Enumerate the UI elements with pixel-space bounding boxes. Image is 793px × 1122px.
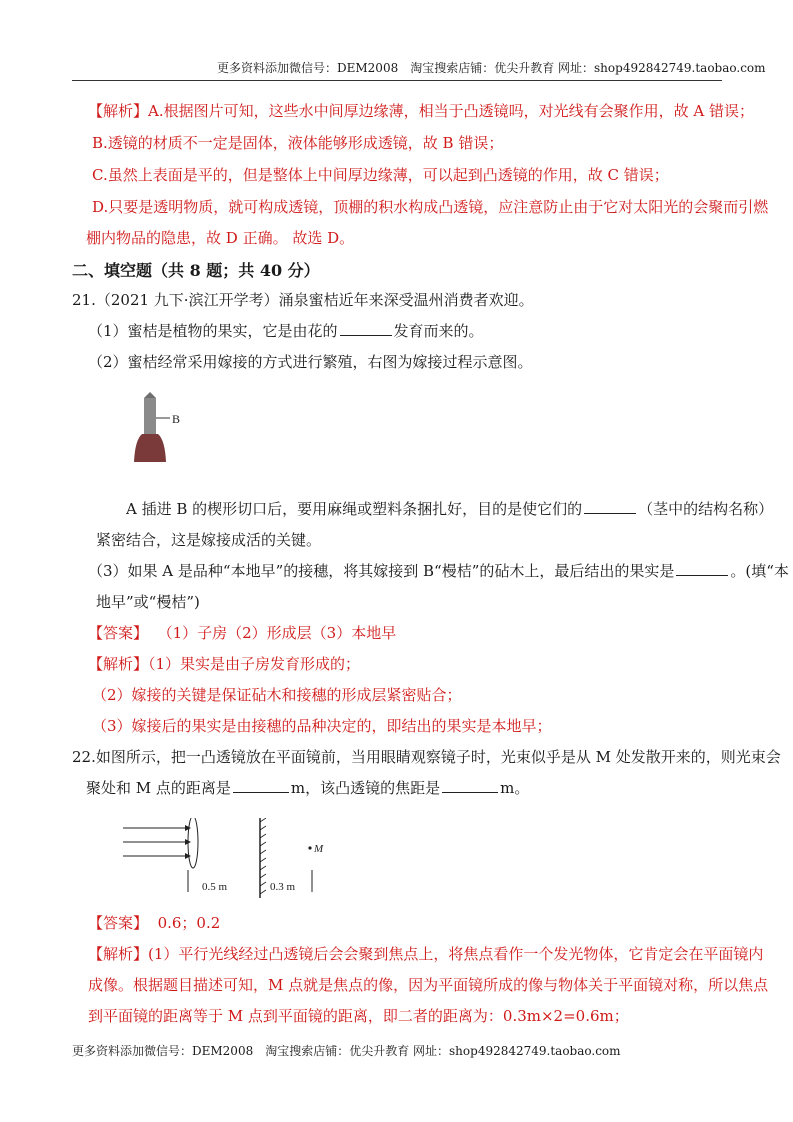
prev-analysis-c: C.虽然上表面是平的，但是整体上中间厚边缘薄，可以起到凸透镜的作用，故 C 错误； (92, 166, 669, 184)
q22-answer (88, 912, 220, 933)
answer-label: 【答案】 (88, 624, 149, 642)
prev-analysis-b: B.透镜的材质不一定是固体，液体能够形成透镜，故 B 错误； (92, 134, 504, 152)
rootstock (134, 434, 166, 462)
q22-line2 (86, 777, 529, 798)
convex-lens (188, 818, 198, 868)
q21-part1 (88, 320, 484, 341)
point-m-label: M (314, 843, 324, 855)
q21-part1-pre: （1）蜜桔是植物的果实，它是由花的 (88, 322, 338, 340)
analysis-label: 【解析】 (88, 945, 149, 963)
analysis-label: 【解析】 (88, 655, 149, 673)
lens-mirror-figure (118, 818, 328, 900)
q21-part2b (126, 498, 773, 519)
q22-stem: 22.如图所示，把一凸透镜放在平面镜前，当用眼睛观察镜子时，光束似乎是从 M 处发散开来的，则光束会 (72, 748, 781, 766)
dim-label-2: 0.3 m (270, 881, 296, 893)
section-title: 二、填空题（共 8 题；共 40 分） (72, 261, 320, 280)
q21-analysis-1 (88, 653, 360, 674)
q21-part1-post: 发育而来的。 (393, 322, 484, 340)
answer-text: （1）子房（2）形成层（3）本地早 (157, 624, 397, 642)
q22-blank-2[interactable] (442, 778, 498, 793)
label-b: B (172, 412, 181, 426)
scion-stem (144, 398, 156, 436)
page-footer: 更多资料添加微信号：DEM2008 淘宝搜索店铺：优尖升教育 网址：shop492842749.taobao.com (72, 1044, 621, 1058)
q21-blank-2[interactable] (584, 499, 636, 514)
q22-blank-1[interactable] (233, 778, 289, 793)
q21-part2b-post: （茎中的结构名称） (638, 500, 774, 518)
q21-part3-post: 。(填“本 (730, 562, 789, 580)
prev-analysis-d1: D.只要是透明物质，就可构成透镜，顶棚的积水构成凸透镜，应注意防止由于它对太阳光的会聚而引燃 (92, 198, 769, 216)
prev-analysis-a (88, 100, 754, 121)
q21-part3-pre: （3）如果 A 是品种“本地早”的接穗，将其嫁接到 B“槾桔”的砧木上，最后结出的果实是 (88, 562, 675, 580)
answer-text: 0.6；0.2 (157, 914, 221, 932)
q21-part2: （2）蜜桔经常采用嫁接的方式进行繁殖，右图为嫁接过程示意图。 (88, 353, 533, 371)
page-header: 更多资料添加微信号：DEM2008 淘宝搜索店铺：优尖升教育 网址：shop492842749.taobao.com (217, 61, 766, 75)
prev-analysis-d2: 棚内物品的隐患，故 D 正确。 故选 D。 (86, 229, 355, 247)
q21-part3 (88, 560, 789, 581)
q22-line2-pre: 聚处和 M 点的距离是 (86, 779, 231, 797)
analysis-text: （1）果实是由子房发育形成的； (148, 655, 361, 673)
q21-analysis-3: （3）嫁接后的果实是由接穗的品种决定的，即结出的果实是本地早； (92, 717, 552, 735)
q22-analysis-3: 到平面镜的距离等于 M 点到平面镜的距离，即二者的距离为：0.3m×2=0.6m； (88, 1007, 629, 1025)
q22-line2-mid: m，该凸透镜的焦距是 (290, 779, 441, 797)
q21-part3b: 地早”或“槾桔”) (96, 593, 200, 611)
q22-analysis-1 (88, 943, 763, 964)
scion-tip (144, 392, 156, 398)
q21-blank-3[interactable] (676, 561, 728, 576)
q21-stem: 21.（2021 九下·滨江开学考）涌泉蜜桔近年来深受温州消费者欢迎。 (72, 291, 534, 309)
header-rule (72, 80, 722, 81)
q21-blank-1[interactable] (340, 321, 392, 336)
q21-part2c: 紧密结合，这是嫁接成活的关键。 (96, 531, 322, 549)
mirror-hatching (260, 818, 266, 894)
q22-line2-post: m。 (500, 779, 530, 797)
analysis-text: (1）平行光线经过凸透镜后会会聚到焦点上，将焦点看作一个发光物体，它肯定会在平面镜内 (148, 945, 764, 963)
grafting-figure (132, 392, 192, 462)
analysis-text-a: A.根据图片可知，这些水中间厚边缘薄，相当于凸透镜吗，对光线有会聚作用，故 A 错误； (148, 102, 754, 120)
analysis-label: 【解析】 (88, 102, 149, 120)
q21-answer (88, 622, 396, 643)
q22-analysis-2: 成像。根据题目描述可知，M 点就是焦点的像，因为平面镜所成的像与物体关于平面镜对称，所以焦点 (88, 976, 769, 994)
dim-label-1: 0.5 m (202, 881, 228, 893)
q21-analysis-2: （2）嫁接的关键是保证砧木和接穗的形成层紧密贴合； (92, 686, 462, 704)
point-m-dot (308, 846, 311, 849)
q21-part2b-pre: A 插进 B 的楔形切口后，要用麻绳或塑料条捆扎好，目的是使它们的 (126, 500, 583, 518)
answer-label: 【答案】 (88, 914, 149, 932)
